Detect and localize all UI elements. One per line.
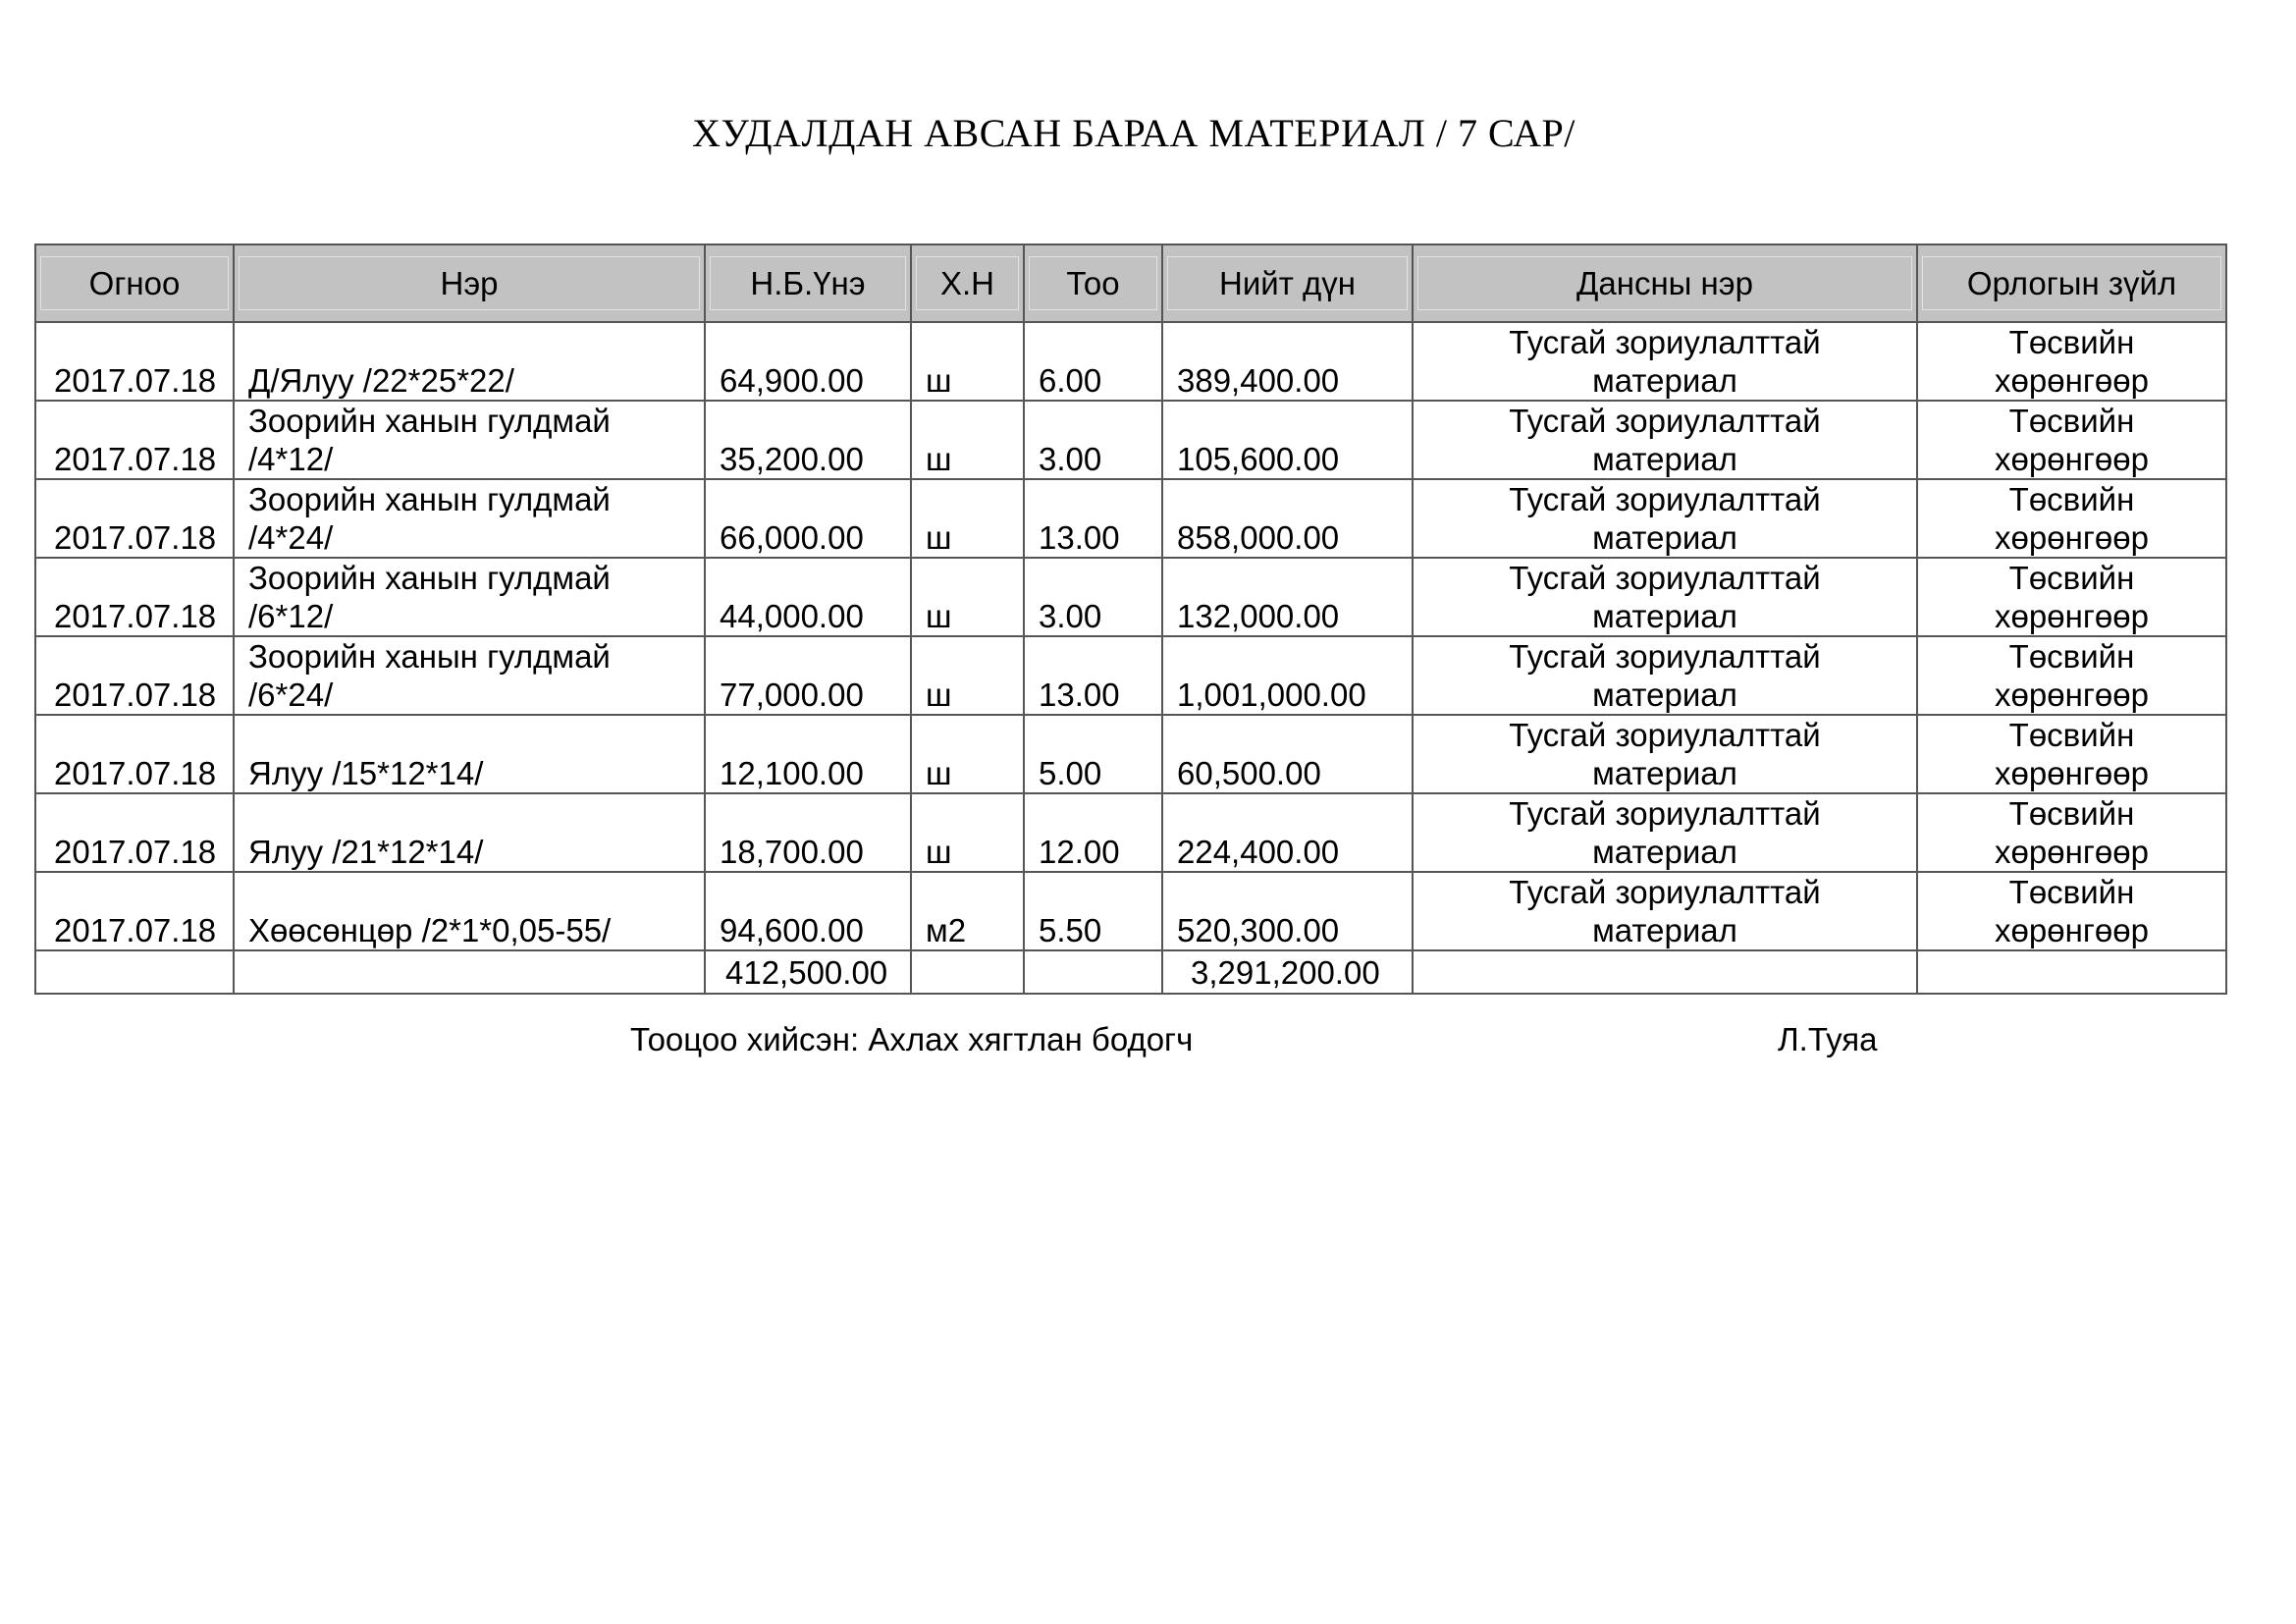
cell-account-line1: Тусгай зориулалттай — [1509, 874, 1821, 910]
cell-account-line2: материал — [1592, 362, 1737, 399]
totals-total: 3,291,200.00 — [1162, 950, 1413, 994]
cell-account-line1: Тусгай зориулалттай — [1509, 717, 1821, 753]
cell-name-line1: Зоорийн ханын гулдмай — [248, 481, 611, 517]
column-header-account: Дансны нэр — [1413, 244, 1917, 322]
cell-account-line1: Тусгай зориулалттай — [1509, 795, 1821, 832]
cell-source-line2: хөрөнгөөр — [1995, 912, 2149, 948]
cell-name-line1: Зоорийн ханын гулдмай — [248, 638, 611, 675]
cell-source-line1: Төсвийн — [2008, 874, 2135, 910]
cell-total: 60,500.00 — [1162, 715, 1413, 793]
table-row — [35, 793, 2226, 872]
cell-total: 105,600.00 — [1162, 401, 1413, 479]
cell-source-line2: хөрөнгөөр — [1995, 441, 2149, 477]
cell-unit: ш — [911, 401, 1024, 479]
cell-source-line2: хөрөнгөөр — [1995, 362, 2149, 399]
column-header-total: Нийт дүн — [1162, 244, 1413, 322]
cell-total: 389,400.00 — [1162, 322, 1413, 401]
cell-source-line2: хөрөнгөөр — [1995, 834, 2149, 870]
cell-date: 2017.07.18 — [35, 636, 234, 715]
cell-unit-price: 35,200.00 — [705, 401, 911, 479]
column-header-date: Огноо — [35, 244, 234, 322]
cell-unit: ш — [911, 715, 1024, 793]
cell-unit: м2 — [911, 872, 1024, 950]
totals-unit-price: 412,500.00 — [705, 950, 911, 994]
totals-empty-date — [35, 950, 234, 994]
cell-source-line1: Төсвийн — [2008, 795, 2135, 832]
cell-source — [1917, 401, 2226, 479]
cell-account — [1413, 322, 1917, 401]
cell-account — [1413, 479, 1917, 558]
cell-unit: ш — [911, 793, 1024, 872]
cell-unit-price: 12,100.00 — [705, 715, 911, 793]
cell-account — [1413, 636, 1917, 715]
cell-source-line2: хөрөнгөөр — [1995, 598, 2149, 634]
cell-source-line2: хөрөнгөөр — [1995, 677, 2149, 713]
cell-account-line1: Тусгай зориулалттай — [1509, 481, 1821, 517]
cell-date: 2017.07.18 — [35, 793, 234, 872]
cell-quantity: 12.00 — [1024, 793, 1162, 872]
cell-source — [1917, 872, 2226, 950]
cell-unit-price: 18,700.00 — [705, 793, 911, 872]
cell-account-line1: Тусгай зориулалттай — [1509, 324, 1821, 360]
cell-name — [234, 636, 705, 715]
cell-account-line2: материал — [1592, 755, 1737, 791]
table-row — [35, 558, 2226, 636]
cell-unit-price: 94,600.00 — [705, 872, 911, 950]
cell-date: 2017.07.18 — [35, 401, 234, 479]
cell-source — [1917, 322, 2226, 401]
cell-date: 2017.07.18 — [35, 479, 234, 558]
totals-empty-quantity — [1024, 950, 1162, 994]
cell-source — [1917, 715, 2226, 793]
cell-account-line1: Тусгай зориулалттай — [1509, 638, 1821, 675]
table-row — [35, 322, 2226, 401]
column-header-unit-price: Н.Б.Үнэ — [705, 244, 911, 322]
cell-source — [1917, 479, 2226, 558]
table-row — [35, 401, 2226, 479]
cell-unit: ш — [911, 636, 1024, 715]
totals-row — [35, 950, 2226, 994]
cell-unit-price: 44,000.00 — [705, 558, 911, 636]
cell-account — [1413, 872, 1917, 950]
column-header-unit: Х.Н — [911, 244, 1024, 322]
cell-date: 2017.07.18 — [35, 872, 234, 950]
totals-empty-name — [234, 950, 705, 994]
cell-quantity: 5.00 — [1024, 715, 1162, 793]
cell-name-line2: Ялуу /15*12*14/ — [248, 755, 484, 791]
cell-name-line2: Хөөсөнцөр /2*1*0,05-55/ — [248, 912, 612, 948]
cell-account — [1413, 558, 1917, 636]
cell-account-line2: материал — [1592, 677, 1737, 713]
cell-name-line2: /4*12/ — [248, 441, 334, 477]
cell-name-line1: Зоорийн ханын гулдмай — [248, 403, 611, 439]
cell-quantity: 3.00 — [1024, 558, 1162, 636]
signer-name: Л.Туяа — [1778, 1021, 1878, 1057]
column-header-quantity: Тоо — [1024, 244, 1162, 322]
cell-name-line2: /6*24/ — [248, 677, 334, 713]
cell-total: 520,300.00 — [1162, 872, 1413, 950]
cell-name — [234, 322, 705, 401]
cell-source-line2: хөрөнгөөр — [1995, 519, 2149, 556]
page-title: ХУДАЛДАН АВСАН БАРАА МАТЕРИАЛ / 7 САР/ — [692, 111, 1575, 155]
cell-name — [234, 479, 705, 558]
material-table — [34, 244, 2227, 995]
cell-name — [234, 401, 705, 479]
totals-empty-account — [1413, 950, 1917, 994]
cell-account — [1413, 715, 1917, 793]
cell-name-line2: Ялуу /21*12*14/ — [248, 834, 484, 870]
cell-name — [234, 793, 705, 872]
cell-name-line1: Зоорийн ханын гулдмай — [248, 560, 611, 596]
cell-name — [234, 558, 705, 636]
cell-date: 2017.07.18 — [35, 322, 234, 401]
cell-account-line2: материал — [1592, 598, 1737, 634]
cell-source-line1: Төсвийн — [2008, 638, 2135, 675]
cell-account-line2: материал — [1592, 912, 1737, 948]
cell-account-line2: материал — [1592, 519, 1737, 556]
cell-date: 2017.07.18 — [35, 715, 234, 793]
column-header-name: Нэр — [234, 244, 705, 322]
cell-source-line1: Төсвийн — [2008, 481, 2135, 517]
cell-name — [234, 872, 705, 950]
cell-quantity: 13.00 — [1024, 479, 1162, 558]
cell-source — [1917, 793, 2226, 872]
cell-name-line2: /4*24/ — [248, 519, 334, 556]
cell-total: 858,000.00 — [1162, 479, 1413, 558]
cell-name-line2: Д/Ялуу /22*25*22/ — [248, 362, 514, 399]
cell-account — [1413, 793, 1917, 872]
table-row — [35, 715, 2226, 793]
cell-source-line1: Төсвийн — [2008, 560, 2135, 596]
cell-quantity: 13.00 — [1024, 636, 1162, 715]
prepared-by-text: Тооцоо хийсэн: Ахлах хягтлан бодогч — [630, 1021, 1194, 1057]
cell-source-line1: Төсвийн — [2008, 717, 2135, 753]
cell-unit: ш — [911, 322, 1024, 401]
cell-account — [1413, 401, 1917, 479]
cell-total: 132,000.00 — [1162, 558, 1413, 636]
cell-name — [234, 715, 705, 793]
totals-empty-source — [1917, 950, 2226, 994]
table-row — [35, 872, 2226, 950]
cell-date: 2017.07.18 — [35, 558, 234, 636]
cell-unit-price: 64,900.00 — [705, 322, 911, 401]
cell-source-line1: Төсвийн — [2008, 324, 2135, 360]
cell-unit-price: 66,000.00 — [705, 479, 911, 558]
cell-account-line1: Тусгай зориулалттай — [1509, 403, 1821, 439]
cell-account-line2: материал — [1592, 441, 1737, 477]
cell-account-line1: Тусгай зориулалттай — [1509, 560, 1821, 596]
table-row — [35, 479, 2226, 558]
cell-total: 224,400.00 — [1162, 793, 1413, 872]
cell-source-line2: хөрөнгөөр — [1995, 755, 2149, 791]
cell-source-line1: Төсвийн — [2008, 403, 2135, 439]
table-row — [35, 636, 2226, 715]
cell-quantity: 5.50 — [1024, 872, 1162, 950]
cell-unit-price: 77,000.00 — [705, 636, 911, 715]
cell-unit: ш — [911, 479, 1024, 558]
cell-quantity: 6.00 — [1024, 322, 1162, 401]
cell-source — [1917, 558, 2226, 636]
cell-total: 1,001,000.00 — [1162, 636, 1413, 715]
cell-quantity: 3.00 — [1024, 401, 1162, 479]
totals-empty-unit — [911, 950, 1024, 994]
column-header-source: Орлогын зүйл — [1917, 244, 2226, 322]
cell-name-line2: /6*12/ — [248, 598, 334, 634]
cell-source — [1917, 636, 2226, 715]
table-header-row — [35, 244, 2226, 322]
cell-account-line2: материал — [1592, 834, 1737, 870]
cell-unit: ш — [911, 558, 1024, 636]
